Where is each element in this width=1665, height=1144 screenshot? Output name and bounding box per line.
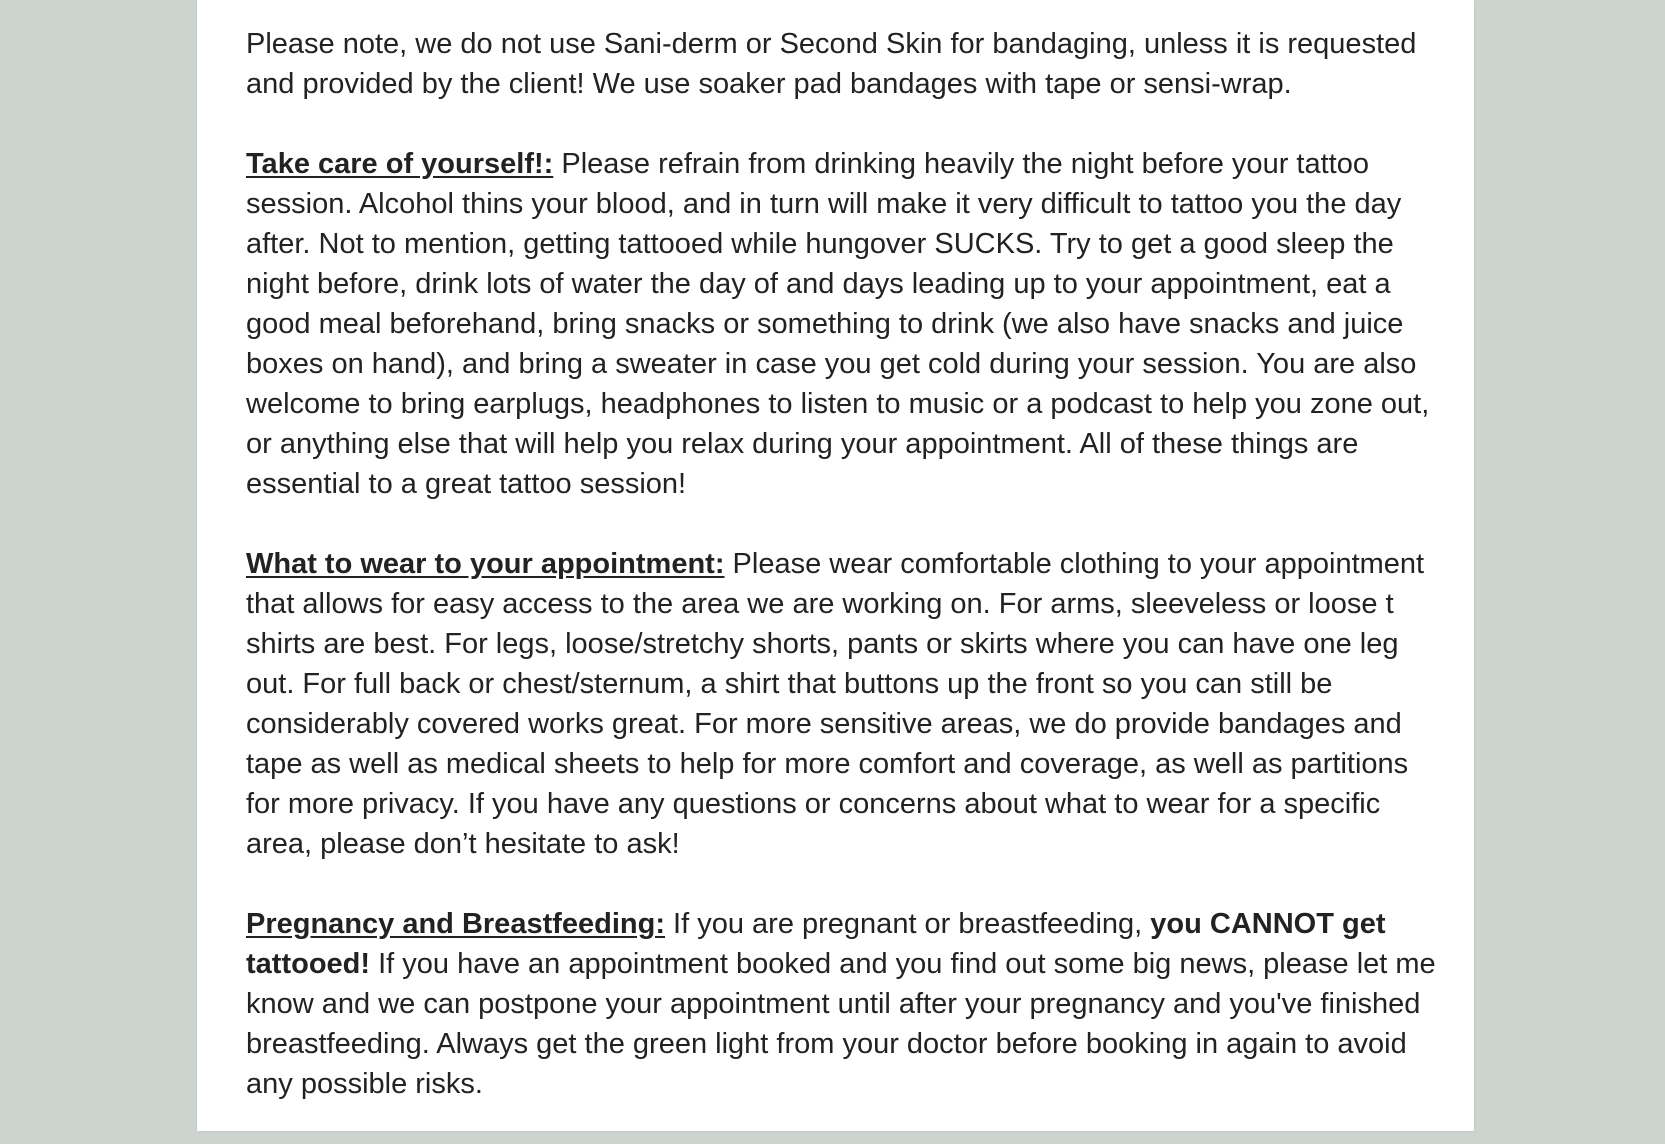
self-care-paragraph bbox=[246, 144, 1436, 504]
pregnancy-text-after: If you have an appointment booked and you find out some big news, please let me know and we can postpone your appointment until after your pregnancy and you've finished breastfeeding. Always get the green light from your doctor before booking in again to avoid any possible risks. bbox=[246, 948, 1436, 1100]
bandaging-note-text: Please note, we do not use Sani-derm or Second Skin for bandaging, unless it is requested and provided by the client! We use soaker pad bandages with tape or sensi-wrap. bbox=[246, 28, 1417, 100]
pregnancy-text-before: If you are pregnant or breastfeeding, bbox=[665, 908, 1151, 940]
document-page bbox=[197, 0, 1474, 1131]
what-to-wear-text: Please wear comfortable clothing to your appointment that allows for easy access to the area we are working on. For arms, sleeveless or loose t shirts are best. For legs, loose/stretchy shorts, pants or skirts where you can have one leg out. For full back or chest/sternum, a shirt that buttons up the front so you can still be considerably covered works great. For more sensitive areas, we do provide bandages and tape as well as medical sheets to help for more comfort and coverage, as well as partitions for more privacy. If you have any questions or concerns about what to wear for a specific area, please don’t hesitate to ask! bbox=[246, 548, 1425, 860]
bandaging-note-paragraph bbox=[246, 24, 1436, 104]
pregnancy-emphasis: you CANNOT get tattooed! bbox=[246, 908, 1386, 980]
self-care-text: Please refrain from drinking heavily the night before your tattoo session. Alcohol thins your blood, and in turn will make it very difficult to tattoo you the day after. Not to mention, getting tattooed while hungover SUCKS. Try to get a good sleep the night before, drink lots of water the day of and days leading up to your appointment, eat a good meal beforehand, bring snacks or something to drink (we also have snacks and juice boxes on hand), and bring a sweater in case you get cold during your session. You are also welcome to bring earplugs, headphones to listen to music or a podcast to help you zone out, or anything else that will help you relax during your appointment. All of these things are essential to a great tattoo session! bbox=[246, 148, 1430, 500]
document-content bbox=[246, 24, 1436, 1144]
self-care-heading: Take care of yourself!: bbox=[246, 148, 554, 180]
pregnancy-paragraph bbox=[246, 904, 1436, 1104]
pregnancy-heading: Pregnancy and Breastfeeding: bbox=[246, 908, 665, 940]
what-to-wear-heading: What to wear to your appointment: bbox=[246, 548, 725, 580]
what-to-wear-paragraph bbox=[246, 544, 1436, 864]
